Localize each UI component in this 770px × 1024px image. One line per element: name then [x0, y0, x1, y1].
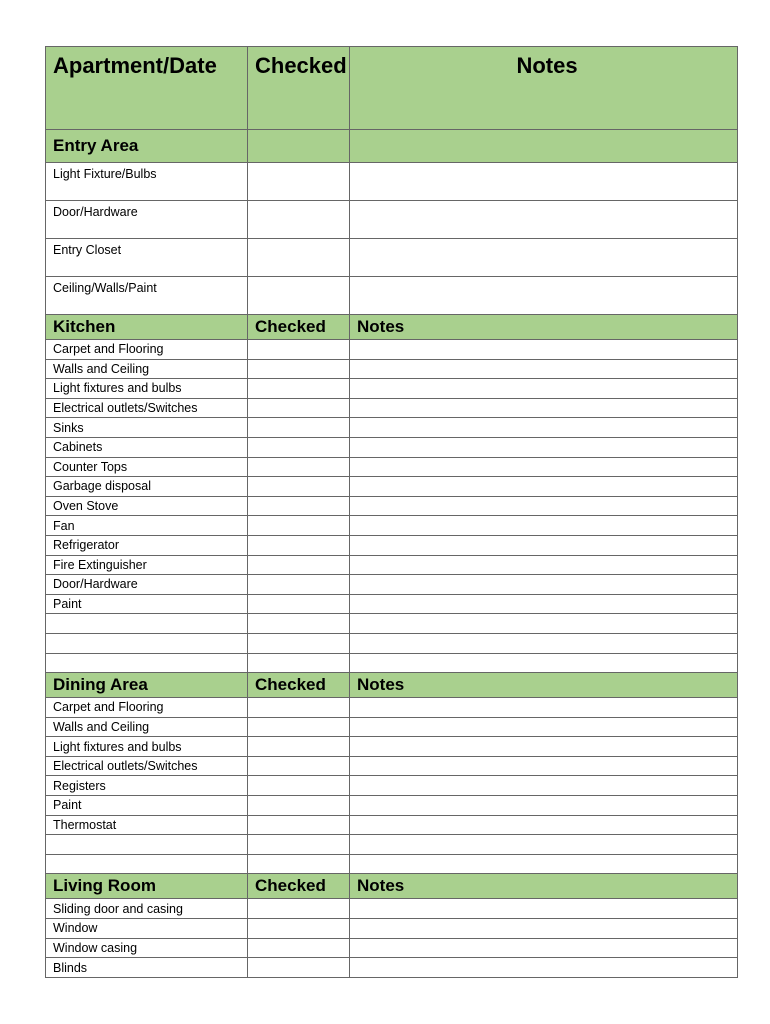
item-label [46, 835, 248, 855]
notes-cell[interactable] [350, 919, 738, 939]
table-row [46, 717, 738, 737]
notes-cell[interactable] [350, 815, 738, 835]
item-label: Garbage disposal [46, 477, 248, 497]
checked-cell[interactable] [248, 796, 350, 816]
dining-area-section-row [46, 673, 738, 698]
notes-cell[interactable] [350, 653, 738, 673]
notes-cell[interactable] [350, 796, 738, 816]
item-label [46, 854, 248, 874]
item-label: Window casing [46, 938, 248, 958]
inspection-checklist-table [45, 46, 738, 978]
notes-cell[interactable] [350, 776, 738, 796]
notes-cell[interactable] [350, 398, 738, 418]
notes-cell[interactable] [350, 359, 738, 379]
entry-area-section-row [46, 130, 738, 163]
living-room-notes-header: Notes [350, 874, 738, 899]
table-row [46, 899, 738, 919]
notes-cell[interactable] [350, 555, 738, 575]
item-label: Thermostat [46, 815, 248, 835]
dining-area-title: Dining Area [46, 673, 248, 698]
item-label [46, 633, 248, 653]
notes-cell[interactable] [350, 379, 738, 399]
item-label: Light fixtures and bulbs [46, 737, 248, 757]
table-row [46, 776, 738, 796]
entry-area-checked-header [248, 130, 350, 163]
checked-cell[interactable] [248, 418, 350, 438]
checked-cell[interactable] [248, 653, 350, 673]
table-row [46, 796, 738, 816]
apartment-date-header: Apartment/Date [46, 47, 248, 130]
item-label: Entry Closet [46, 239, 248, 277]
item-label: Electrical outlets/Switches [46, 398, 248, 418]
checked-cell[interactable] [248, 163, 350, 201]
table-row [46, 633, 738, 653]
notes-cell[interactable] [350, 496, 738, 516]
checked-cell[interactable] [248, 437, 350, 457]
checked-cell[interactable] [248, 398, 350, 418]
table-row [46, 398, 738, 418]
checked-cell[interactable] [248, 756, 350, 776]
notes-cell[interactable] [350, 737, 738, 757]
table-row [46, 516, 738, 536]
notes-cell[interactable] [350, 698, 738, 718]
table-row [46, 457, 738, 477]
table-row [46, 379, 738, 399]
living-room-section-row [46, 874, 738, 899]
table-row [46, 359, 738, 379]
item-label: Refrigerator [46, 535, 248, 555]
item-label: Ceiling/Walls/Paint [46, 277, 248, 315]
table-row [46, 575, 738, 595]
notes-cell[interactable] [350, 854, 738, 874]
notes-cell[interactable] [350, 938, 738, 958]
item-label: Fire Extinguisher [46, 555, 248, 575]
table-row [46, 698, 738, 718]
table-row [46, 340, 738, 360]
notes-cell[interactable] [350, 418, 738, 438]
table-row [46, 938, 738, 958]
notes-cell[interactable] [350, 575, 738, 595]
item-label: Counter Tops [46, 457, 248, 477]
notes-cell[interactable] [350, 535, 738, 555]
checked-cell[interactable] [248, 277, 350, 315]
table-row [46, 239, 738, 277]
checked-cell[interactable] [248, 594, 350, 614]
notes-cell[interactable] [350, 958, 738, 978]
notes-cell[interactable] [350, 163, 738, 201]
item-label [46, 614, 248, 634]
checked-cell[interactable] [248, 239, 350, 277]
notes-cell[interactable] [350, 239, 738, 277]
item-label: Electrical outlets/Switches [46, 756, 248, 776]
checked-cell[interactable] [248, 919, 350, 939]
table-row [46, 756, 738, 776]
dining-area-checked-header: Checked [248, 673, 350, 698]
notes-cell[interactable] [350, 277, 738, 315]
table-row [46, 496, 738, 516]
notes-cell[interactable] [350, 633, 738, 653]
item-label: Door/Hardware [46, 201, 248, 239]
kitchen-checked-header: Checked [248, 315, 350, 340]
header-row [46, 47, 738, 130]
table-row [46, 919, 738, 939]
checked-cell[interactable] [248, 359, 350, 379]
item-label: Walls and Ceiling [46, 717, 248, 737]
checked-cell[interactable] [248, 854, 350, 874]
item-label: Oven Stove [46, 496, 248, 516]
checked-cell[interactable] [248, 776, 350, 796]
dining-area-notes-header: Notes [350, 673, 738, 698]
checked-cell[interactable] [248, 201, 350, 239]
table-row [46, 835, 738, 855]
notes-cell[interactable] [350, 594, 738, 614]
checked-cell[interactable] [248, 938, 350, 958]
kitchen-notes-header: Notes [350, 315, 738, 340]
notes-cell[interactable] [350, 516, 738, 536]
item-label: Fan [46, 516, 248, 536]
item-label: Paint [46, 594, 248, 614]
checked-cell[interactable] [248, 835, 350, 855]
checked-cell[interactable] [248, 535, 350, 555]
checked-cell[interactable] [248, 555, 350, 575]
table-row [46, 815, 738, 835]
table-row [46, 418, 738, 438]
entry-area-title: Entry Area [46, 130, 248, 163]
checked-cell[interactable] [248, 958, 350, 978]
table-row [46, 201, 738, 239]
table-row [46, 653, 738, 673]
item-label: Light fixtures and bulbs [46, 379, 248, 399]
item-label: Sliding door and casing [46, 899, 248, 919]
checked-cell[interactable] [248, 477, 350, 497]
item-label [46, 653, 248, 673]
item-label: Door/Hardware [46, 575, 248, 595]
table-row [46, 854, 738, 874]
checked-cell[interactable] [248, 379, 350, 399]
notes-cell[interactable] [350, 477, 738, 497]
checked-cell[interactable] [248, 496, 350, 516]
table-row [46, 614, 738, 634]
item-label: Registers [46, 776, 248, 796]
notes-cell[interactable] [350, 437, 738, 457]
table-row [46, 437, 738, 457]
entry-area-notes-header [350, 130, 738, 163]
item-label: Window [46, 919, 248, 939]
notes-cell[interactable] [350, 717, 738, 737]
table-row [46, 737, 738, 757]
table-row [46, 958, 738, 978]
table-row [46, 477, 738, 497]
table-row [46, 277, 738, 315]
notes-cell[interactable] [350, 340, 738, 360]
checked-cell[interactable] [248, 614, 350, 634]
checked-cell[interactable] [248, 340, 350, 360]
notes-cell[interactable] [350, 201, 738, 239]
notes-cell[interactable] [350, 835, 738, 855]
checked-cell[interactable] [248, 737, 350, 757]
table-row [46, 555, 738, 575]
notes-cell[interactable] [350, 756, 738, 776]
kitchen-title: Kitchen [46, 315, 248, 340]
item-label: Carpet and Flooring [46, 340, 248, 360]
checked-cell[interactable] [248, 717, 350, 737]
item-label: Walls and Ceiling [46, 359, 248, 379]
notes-cell[interactable] [350, 457, 738, 477]
living-room-checked-header: Checked [248, 874, 350, 899]
notes-cell[interactable] [350, 614, 738, 634]
item-label: Paint [46, 796, 248, 816]
notes-cell[interactable] [350, 899, 738, 919]
table-row [46, 535, 738, 555]
checked-cell[interactable] [248, 457, 350, 477]
item-label: Sinks [46, 418, 248, 438]
item-label: Carpet and Flooring [46, 698, 248, 718]
checked-cell[interactable] [248, 815, 350, 835]
checked-cell[interactable] [248, 899, 350, 919]
checked-cell[interactable] [248, 575, 350, 595]
table-row [46, 163, 738, 201]
notes-header: Notes [350, 47, 738, 130]
item-label: Cabinets [46, 437, 248, 457]
checked-cell[interactable] [248, 698, 350, 718]
living-room-title: Living Room [46, 874, 248, 899]
kitchen-section-row [46, 315, 738, 340]
item-label: Blinds [46, 958, 248, 978]
checked-cell[interactable] [248, 516, 350, 536]
item-label: Light Fixture/Bulbs [46, 163, 248, 201]
table-row [46, 594, 738, 614]
checked-cell[interactable] [248, 633, 350, 653]
checked-header: Checked [248, 47, 350, 130]
